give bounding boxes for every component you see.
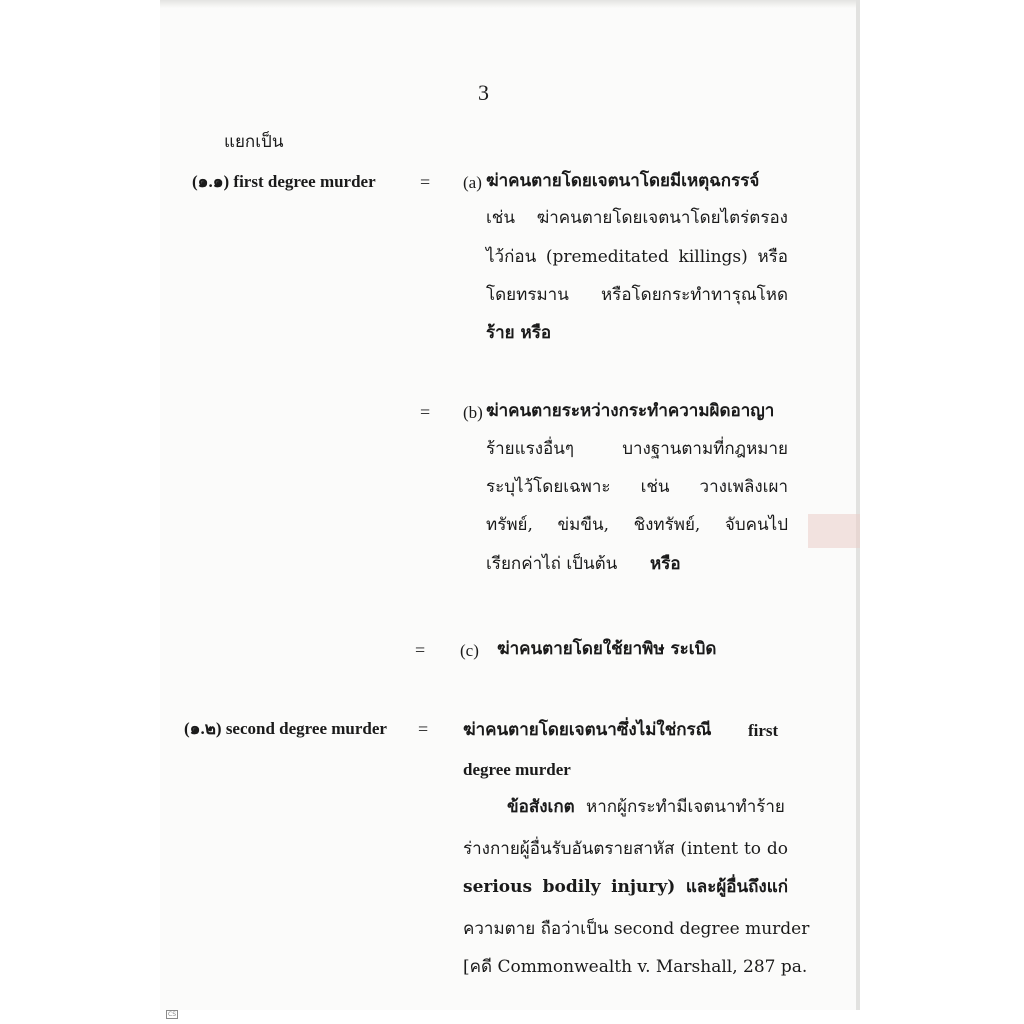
subitem-b-line-1: ฆ่าคนตายระหว่างกระทำความผิดอาญา <box>486 401 775 421</box>
note-line-4: ความตาย ถือว่าเป็น second degree murder <box>463 919 810 939</box>
subitem-b-line-5-suffix: หรือ <box>650 554 681 574</box>
subitem-c-line-1: ฆ่าคนตายโดยใช้ยาพิษ ระเบิด <box>497 639 717 659</box>
item-1-1-label: (๑.๑) first degree murder <box>192 172 376 191</box>
scanner-logo-icon: CS <box>168 1011 176 1018</box>
item-1-2-line-1-suffix: first <box>748 721 779 740</box>
item-1-2-line-1: ฆ่าคนตายโดยเจตนาซึ่งไม่ใช่กรณี <box>463 720 712 740</box>
subitem-b-line-2: ร้ายแรงอื่นๆ บางฐานตามที่กฎหมาย <box>486 439 788 459</box>
subitem-b-equals: = <box>420 402 431 422</box>
subitem-a-line-3: ไว้ก่อน (premeditated killings) หรือ <box>486 247 788 267</box>
subitem-b-line-3: ระบุไว้โดยเฉพาะ เช่น วางเพลิงเผา <box>486 477 788 497</box>
item-1-2-equals: = <box>418 719 429 739</box>
subitem-c-marker: (c) <box>460 641 479 660</box>
note-heading: ข้อสังเกต <box>507 797 575 817</box>
note-line-3: serious bodily injury) และผู้อื่นถึงแก่ <box>463 877 788 897</box>
subitem-a-line-1: ฆ่าคนตายโดยเจตนาโดยมีเหตุฉกรรจ์ <box>486 171 760 191</box>
page-right-edge <box>856 0 860 1010</box>
scan-smudge <box>808 514 860 548</box>
page-top-edge <box>160 0 860 8</box>
scanner-watermark <box>166 1010 180 1019</box>
subitem-c-equals: = <box>415 640 426 660</box>
subitem-a-line-4: โดยทรมาน หรือโดยกระทำทารุณโหด <box>486 285 788 305</box>
subitem-b-line-5: เรียกค่าไถ่ เป็นต้น <box>486 554 618 574</box>
item-1-1-equals: = <box>420 172 431 192</box>
note-line-5: [คดี Commonwealth v. Marshall, 287 pa. <box>463 957 808 977</box>
item-1-2-label: (๑.๒) second degree murder <box>184 719 387 738</box>
item-1-2-line-2: degree murder <box>463 760 571 779</box>
subitem-a-line-5: ร้าย หรือ <box>486 323 552 343</box>
intro-text: แยกเป็น <box>224 132 284 152</box>
page-number: 3 <box>478 80 489 105</box>
subitem-b-marker: (b) <box>463 403 483 422</box>
subitem-b-line-4: ทรัพย์, ข่มขืน, ชิงทรัพย์, จับคนไป <box>486 515 788 535</box>
note-line-2: ร่างกายผู้อื่นรับอันตรายสาหัส (intent to do <box>463 839 788 859</box>
note-line-1: หากผู้กระทำมีเจตนาทำร้าย <box>586 797 785 817</box>
subitem-a-line-2: เช่น ฆ่าคนตายโดยเจตนาโดยไตร่ตรอง <box>486 208 788 228</box>
subitem-a-marker: (a) <box>463 173 482 192</box>
